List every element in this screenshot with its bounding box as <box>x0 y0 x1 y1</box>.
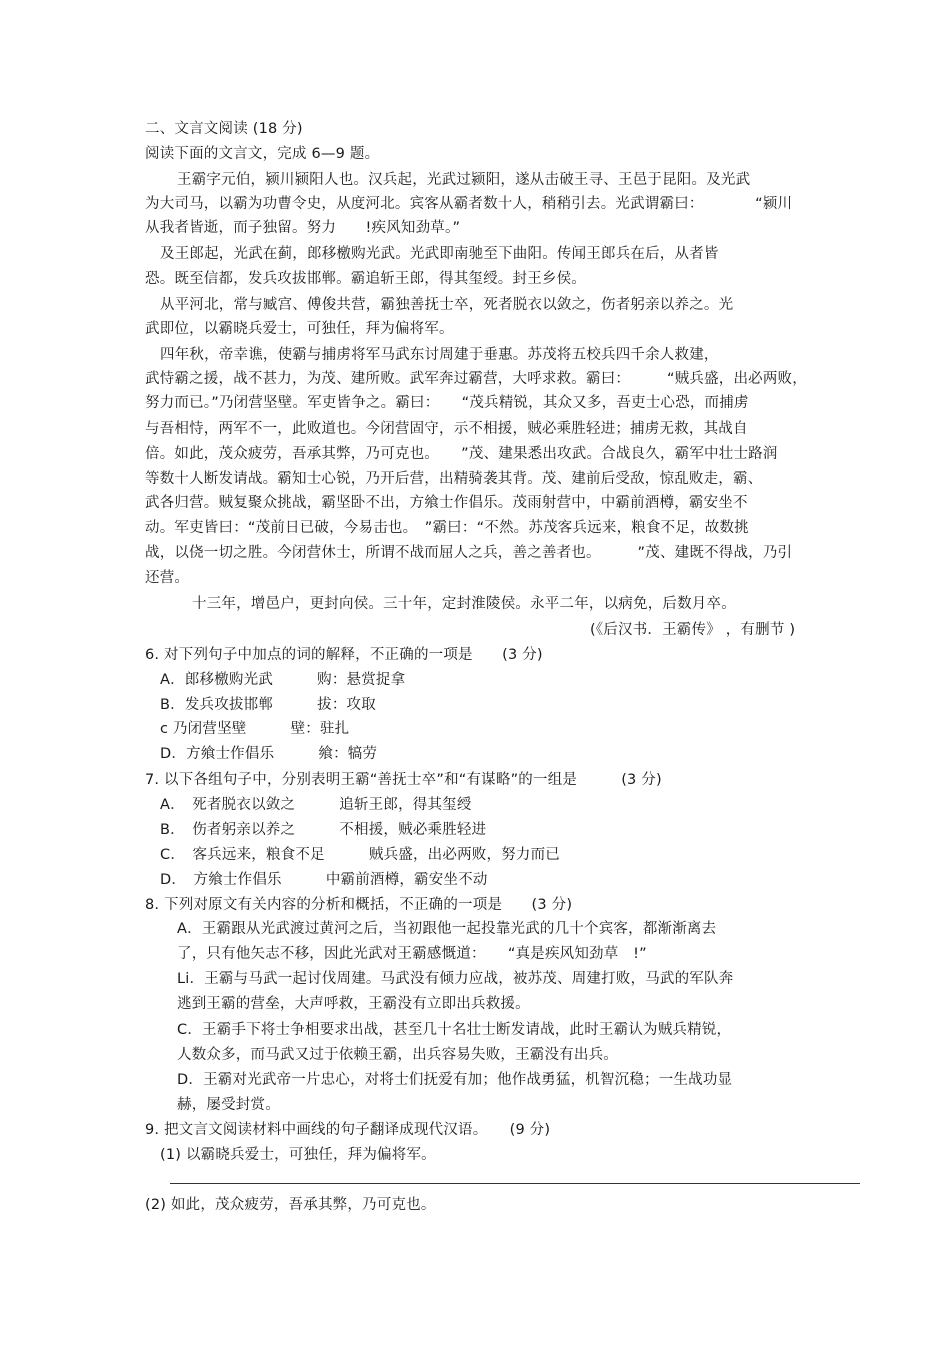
passage-line: 倍。如此，茂众疲劳，吾承其弊，乃可克也。 ”茂、建果悉出攻武。合战良久，霸军中壮士路润 <box>145 446 778 462</box>
question-option: c 乃闭营坚壁 壁：驻扎 <box>160 721 350 737</box>
passage-line: 等数十人断发请战。霸知士心锐，乃开后营，出精骑袭其背。茂、建前后受敌，惊乱败走，霸、 <box>145 471 763 487</box>
passage-line: 王霸字元伯，颍川颍阳人也。汉兵起，光武过颍阳，遂从击破王寻、王邑于昆阳。及光武 <box>177 172 751 188</box>
question-option: A．郎移檄购光武 购：悬赏捉拿 <box>160 672 406 688</box>
passage-line: 还营。 <box>145 570 190 586</box>
question-option: 了，只有他矢志不移，因此光武对王霸感慨道： “真是疾风知劲草 !” <box>177 946 647 962</box>
passage-line: 为大司马，以霸为功曹令史，从度河北。宾客从霸者数十人，稍稍引去。光武谓霸曰： “颍川 <box>145 196 793 212</box>
question-line: 9. 把文言文阅读材料中画线的句子翻译成现代汉语。 (9 分) <box>145 1122 551 1138</box>
passage-line: 动。军吏皆曰：“茂前日已破，今易击也。 ”霸曰：“不然。苏茂客兵远来，粮食不足，故数挑 <box>145 520 749 536</box>
question-option: C． 客兵远来，粮食不足 贼兵盛，出必两败，努力而已 <box>160 847 560 863</box>
question-option: D．王霸对光武帝一片忠心，对将士们抚爱有加；他作战勇猛，机智沉稳；一生战功显 <box>177 1072 733 1088</box>
question-option: B． 伤者躬亲以养之 不相援，贼必乘胜轻进 <box>160 822 487 838</box>
passage-line: 四年秋，帝幸谯，使霸与捕虏将军马武东讨周建于垂惠。苏茂将五校兵四千余人救建， <box>160 347 719 363</box>
question-option: 赫，屡受封赏。 <box>177 1097 280 1113</box>
translation-item: (2) 如此，茂众疲劳，吾承其弊，乃可克也。 <box>145 1197 436 1213</box>
question-line: 7. 以下各组句子中，分别表明王霸“善抚士卒”和“有谋略”的一组是 (3 分) <box>145 772 662 788</box>
passage-line: 恐。既至信都，发兵攻拔邯郸。霸追斩王郎，得其玺绶。封王乡侯。 <box>145 271 586 287</box>
section-heading: 二、文言文阅读 (18 分) <box>145 121 303 137</box>
question-option: C．王霸手下将士争相要求出战，甚至几十名壮士断发请战，此时王霸认为贼兵精锐， <box>177 1022 732 1038</box>
answer-line <box>170 1183 860 1184</box>
passage-line: 武即位，以霸晓兵爱士，可独任，拜为偏将军。 <box>145 321 454 337</box>
translation-item: (1) 以霸晓兵爱士，可独任，拜为偏将军。 <box>160 1147 436 1163</box>
instruction-text: 阅读下面的文言文，完成 6—9 题。 <box>145 146 380 162</box>
question-option: 人数众多，而马武又过于依赖王霸，出兵容易失败，王霸没有出兵。 <box>177 1047 618 1063</box>
passage-source: (《后汉书．王霸传》 ，有删节 ) <box>590 622 796 638</box>
question-option: Li．王霸与马武一起讨伐周建。马武没有倾力应战，被苏茂、周建打败，马武的军队奔 <box>177 971 734 987</box>
passage-line: 十三年，增邑户，更封向侯。三十年，定封淮陵侯。永平二年，以病免，后数月卒。 <box>192 596 736 612</box>
question-option: D．方飨士作倡乐 飨：犒劳 <box>160 746 378 762</box>
question-option: B．发兵攻拔邯郸 拔：攻取 <box>160 697 376 713</box>
question-option: D． 方飨士作倡乐 中霸前酒樽，霸安坐不动 <box>160 872 488 888</box>
passage-line: 及王郎起，光武在蓟，郎移檄购光武。光武即南驰至下曲阳。传闻王郎兵在后，从者皆 <box>160 246 719 262</box>
passage-line: 努力而已。”乃闭营坚壁。军吏皆争之。霸曰： “茂兵精锐，其众又多，吾吏士心恐，而捕虏 <box>145 395 749 411</box>
passage-line: 战，以侥一切之胜。今闭营休士，所谓不战而屈人之兵，善之善者也。 ”茂、建既不得战，乃引 <box>145 545 793 561</box>
passage-line: 从我者皆逝，而子独留。努力 !疾风知劲草。” <box>145 220 461 236</box>
question-option: A． 死者脱衣以敛之 追斩王郎，得其玺绶 <box>160 797 472 813</box>
question-option: 逃到王霸的营垒，大声呼救，王霸没有立即出兵救援。 <box>177 996 530 1012</box>
question-line: 8. 下列对原文有关内容的分析和概括，不正确的一项是 (3 分) <box>145 897 573 913</box>
passage-line: 武各归营。贼复聚众挑战，霸坚卧不出，方飨士作倡乐。茂雨射营中，中霸前酒樽，霸安坐不 <box>145 495 748 511</box>
passage-line: 从平河北，常与臧宫、傅俊共营，霸独善抚士卒，死者脱衣以敛之，伤者躬亲以养之。光 <box>160 297 734 313</box>
passage-line: 武恃霸之援，战不甚力，为茂、建所败。武军奔过霸营，大呼求救。霸曰： “贼兵盛，出必两败， <box>145 371 807 387</box>
passage-line: 与吾相恃，两军不一，此败道也。今闭营固守，示不相援，贼必乘胜轻进；捕虏无救，其战自 <box>145 421 748 437</box>
question-line: 6. 对下列句子中加点的词的解释，不正确的一项是 (3 分) <box>145 647 543 663</box>
question-option: A．王霸跟从光武渡过黄河之后，当初跟他一起投靠光武的几十个宾客，都渐渐离去 <box>177 921 717 937</box>
